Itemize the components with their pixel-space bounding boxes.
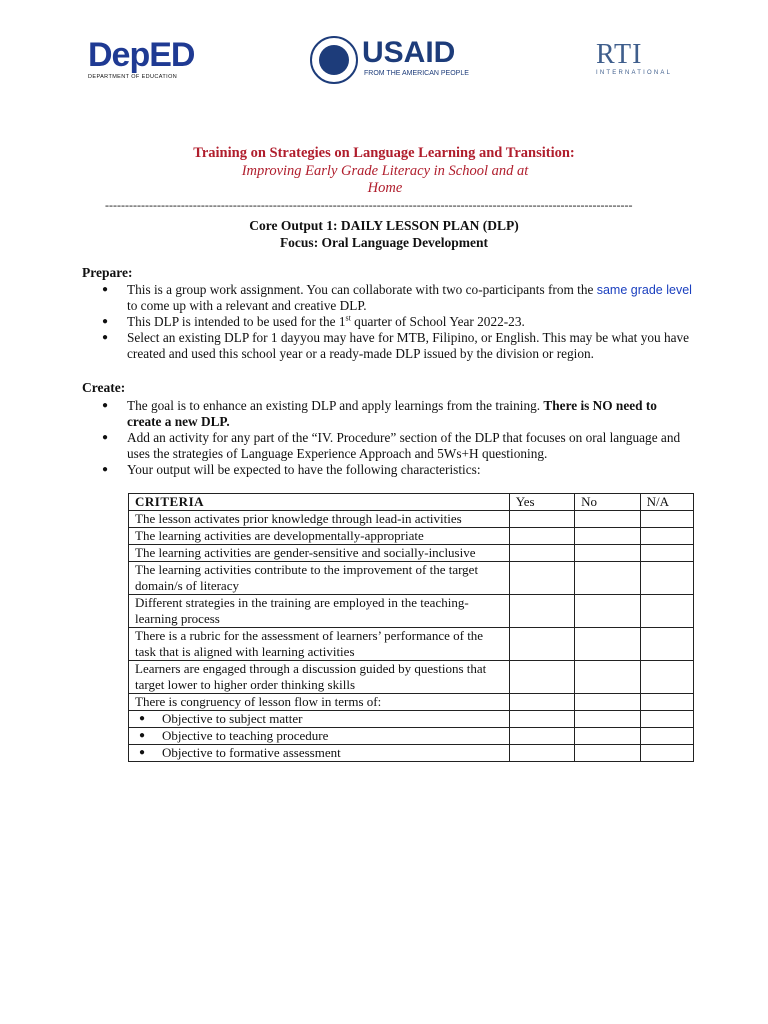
no-cell[interactable] xyxy=(575,528,640,545)
deped-logo xyxy=(88,36,195,82)
focus-title: Focus: Oral Language Development xyxy=(279,235,489,250)
list-item: ● This DLP is intended to be used for the 1st quarter of School Year 2022-23. xyxy=(102,314,692,330)
criteria-cell: The learning activities are gender-sensitive and socially-inclusive xyxy=(129,545,510,562)
create-list xyxy=(102,398,692,478)
logo-bar xyxy=(0,30,768,90)
list-item: ● Add an activity for any part of the “IV. Procedure” section of the DLP that focuses on oral language and uses the strategies of Language Experience Approach and 5Ws+H questioning. xyxy=(102,430,692,462)
table-row xyxy=(129,745,694,762)
na-cell[interactable] xyxy=(640,711,693,728)
document-title: Training on Strategies on Language Learning and Transition: xyxy=(193,145,575,161)
document-subtitle: Improving Early Grade Literacy in School and at Home xyxy=(241,163,529,196)
usaid-seal-icon xyxy=(310,36,358,84)
no-cell[interactable] xyxy=(575,745,640,762)
na-cell[interactable] xyxy=(640,694,693,711)
no-cell[interactable] xyxy=(575,545,640,562)
na-cell[interactable] xyxy=(640,511,693,528)
no-cell[interactable] xyxy=(575,711,640,728)
list-item: ● Select an existing DLP for 1 dayyou may have for MTB, Filipino, or English. This may be what you have created and used this school year or a ready-made DLP issued by the division or region. xyxy=(102,330,692,362)
deped-wordmark: DepED xyxy=(88,36,195,74)
na-cell[interactable] xyxy=(640,528,693,545)
rti-logo xyxy=(596,40,686,80)
na-cell[interactable] xyxy=(640,595,693,628)
yes-cell[interactable] xyxy=(509,661,574,694)
na-cell[interactable] xyxy=(640,562,693,595)
criteria-cell: There is congruency of lesson flow in terms of: xyxy=(129,694,510,711)
na-cell[interactable] xyxy=(640,661,693,694)
list-item: ● Your output will be expected to have the following characteristics: xyxy=(102,462,692,478)
header-na: N/A xyxy=(640,494,693,511)
usaid-wordmark: USAID xyxy=(362,36,456,69)
usaid-logo xyxy=(310,36,470,84)
list-item: ● The goal is to enhance an existing DLP and apply learnings from the training. There is NO need to create a new DLP. xyxy=(102,398,692,430)
header-no: No xyxy=(575,494,640,511)
create-heading: Create: xyxy=(82,380,126,395)
no-cell[interactable] xyxy=(575,511,640,528)
criteria-cell: ● Objective to subject matter xyxy=(129,711,510,728)
table-row xyxy=(129,628,694,661)
table-row xyxy=(129,661,694,694)
yes-cell[interactable] xyxy=(509,511,574,528)
rti-subtitle: INTERNATIONAL xyxy=(596,70,673,76)
table-row xyxy=(129,545,694,562)
same-grade-level-link[interactable]: same grade level xyxy=(596,283,692,297)
no-cell[interactable] xyxy=(575,628,640,661)
no-cell[interactable] xyxy=(575,562,640,595)
table-row xyxy=(129,528,694,545)
rti-wordmark: RTI xyxy=(596,39,643,70)
prepare-list xyxy=(102,282,692,362)
yes-cell[interactable] xyxy=(509,694,574,711)
deped-subtitle: DEPARTMENT OF EDUCATION xyxy=(88,74,178,80)
divider-line: ------------------------------------------------------------------------------------------------------------------------------------ xyxy=(105,198,633,212)
table-row xyxy=(129,711,694,728)
yes-cell[interactable] xyxy=(509,745,574,762)
na-cell[interactable] xyxy=(640,728,693,745)
na-cell[interactable] xyxy=(640,545,693,562)
yes-cell[interactable] xyxy=(509,528,574,545)
yes-cell[interactable] xyxy=(509,728,574,745)
table-row xyxy=(129,694,694,711)
header-yes: Yes xyxy=(509,494,574,511)
criteria-cell: The learning activities contribute to the improvement of the target domain/s of literacy xyxy=(129,562,510,595)
prepare-heading: Prepare: xyxy=(82,265,133,280)
table-row xyxy=(129,595,694,628)
criteria-table xyxy=(128,493,694,762)
list-item: ● This is a group work assignment. You can collaborate with two co-participants from the same grade level to come up with a relevant and creative DLP. xyxy=(102,282,692,314)
usaid-subtitle: FROM THE AMERICAN PEOPLE xyxy=(364,70,469,77)
criteria-cell: The learning activities are developmentally-appropriate xyxy=(129,528,510,545)
criteria-cell: ● Objective to formative assessment xyxy=(129,745,510,762)
no-cell[interactable] xyxy=(575,661,640,694)
yes-cell[interactable] xyxy=(509,595,574,628)
core-output-heading xyxy=(0,217,768,251)
no-cell[interactable] xyxy=(575,595,640,628)
no-cell[interactable] xyxy=(575,694,640,711)
criteria-cell: Different strategies in the training are employed in the teaching-learning process xyxy=(129,595,510,628)
table-row xyxy=(129,511,694,528)
table-header-row xyxy=(129,494,694,511)
table-row xyxy=(129,562,694,595)
yes-cell[interactable] xyxy=(509,628,574,661)
header-criteria: CRITERIA xyxy=(129,494,510,511)
table-row xyxy=(129,728,694,745)
criteria-cell: The lesson activates prior knowledge through lead-in activities xyxy=(129,511,510,528)
criteria-cell: Learners are engaged through a discussion guided by questions that target lower to higher order thinking skills xyxy=(129,661,510,694)
criteria-cell: There is a rubric for the assessment of learners’ performance of the task that is aligned with learning activities xyxy=(129,628,510,661)
yes-cell[interactable] xyxy=(509,711,574,728)
no-cell[interactable] xyxy=(575,728,640,745)
na-cell[interactable] xyxy=(640,628,693,661)
criteria-cell: ● Objective to teaching procedure xyxy=(129,728,510,745)
yes-cell[interactable] xyxy=(509,562,574,595)
yes-cell[interactable] xyxy=(509,545,574,562)
na-cell[interactable] xyxy=(640,745,693,762)
core-output-title: Core Output 1: DAILY LESSON PLAN (DLP) xyxy=(249,218,519,233)
